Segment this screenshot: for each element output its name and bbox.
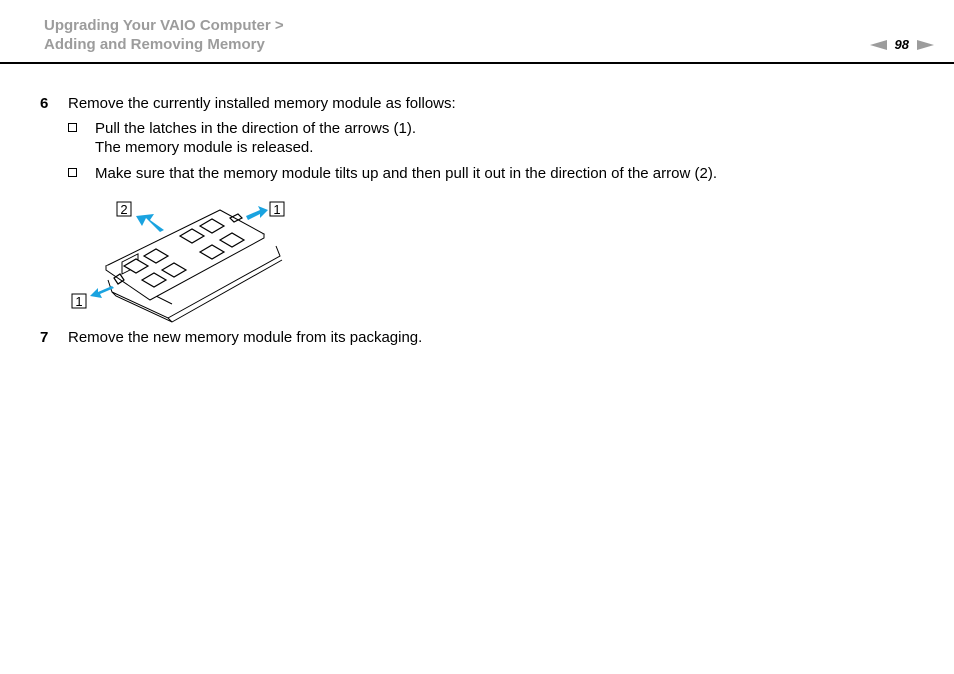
step-number: 7 bbox=[40, 329, 49, 346]
arrow-1-bottom-icon bbox=[90, 286, 114, 298]
svg-text:1: 1 bbox=[273, 202, 281, 217]
callout-label-2 bbox=[117, 202, 131, 217]
arrow-1-top-icon bbox=[246, 206, 268, 220]
bullet-text bbox=[95, 119, 416, 157]
triangle-left-icon[interactable] bbox=[870, 40, 887, 50]
bullet-line: Pull the latches in the direction of the arrows (1). bbox=[95, 120, 416, 137]
checkbox-bullet-icon bbox=[68, 123, 77, 132]
page-number: 98 bbox=[894, 37, 909, 52]
callout-label-1-top bbox=[270, 202, 284, 217]
bullet-line: The memory module is released. bbox=[95, 139, 314, 156]
step-number: 6 bbox=[40, 95, 49, 112]
page-header bbox=[0, 0, 954, 64]
bullet-text bbox=[95, 164, 717, 183]
triangle-right-icon[interactable] bbox=[917, 40, 934, 50]
bullet-line: Make sure that the memory module tilts up and then pull it out in the direction of the arrow (2). bbox=[95, 165, 717, 182]
breadcrumb-section-title: Adding and Removing Memory bbox=[44, 36, 265, 53]
checkbox-bullet-icon bbox=[68, 168, 77, 177]
step-text: Remove the new memory module from its packaging. bbox=[68, 329, 423, 346]
callout-label-1-bottom bbox=[72, 294, 86, 309]
memory-module bbox=[106, 210, 264, 300]
memory-module-illustration bbox=[68, 196, 308, 326]
svg-text:2: 2 bbox=[120, 202, 128, 217]
header-divider bbox=[0, 62, 954, 64]
step-text: Remove the currently installed memory module as follows: bbox=[68, 95, 456, 112]
arrow-2-icon bbox=[136, 214, 164, 232]
page-navigation bbox=[870, 37, 934, 52]
breadcrumb bbox=[44, 16, 284, 54]
svg-text:1: 1 bbox=[75, 294, 83, 309]
breadcrumb-chapter-link[interactable]: Upgrading Your VAIO Computer > bbox=[44, 17, 284, 34]
